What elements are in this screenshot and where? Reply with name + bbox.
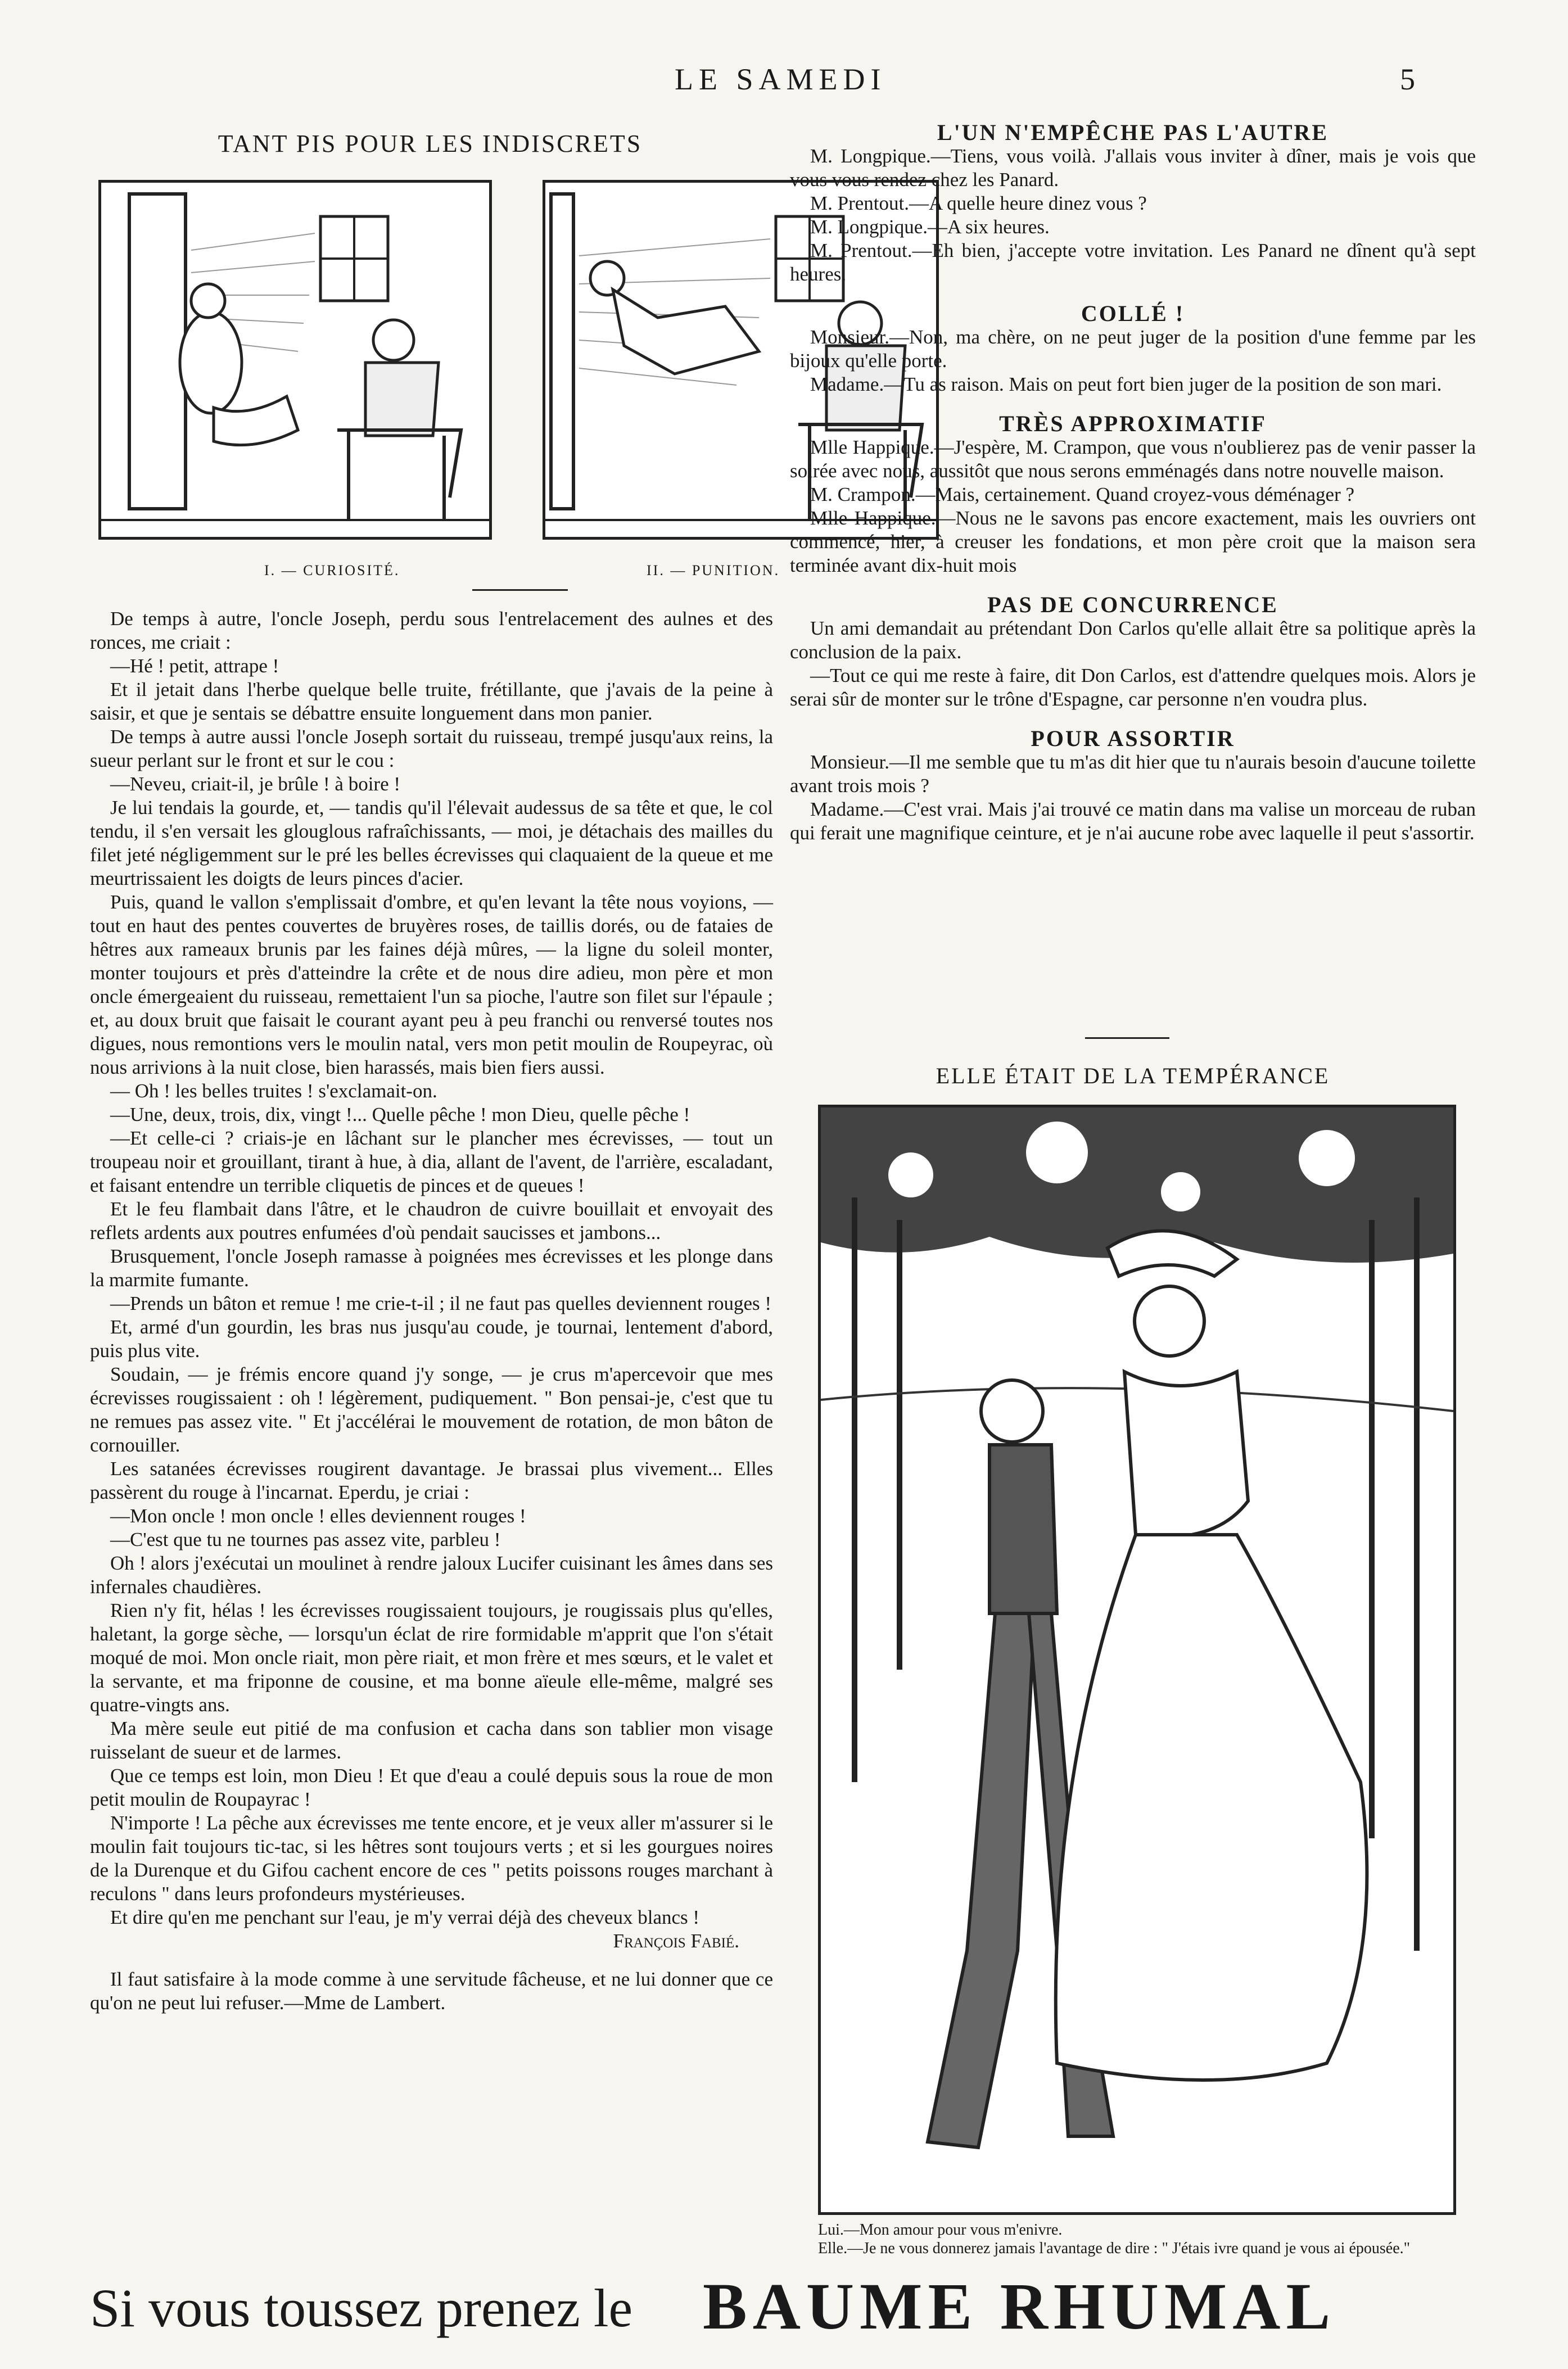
cartoon-title-indiscrets: TANT PIS POUR LES INDISCRETS — [218, 130, 643, 157]
panel2-caption: II. — PUNITION. — [647, 562, 780, 578]
dialogue-line: Monsieur.—Non, ma chère, on ne peut juger de la position d'une femme par les bijoux qu'elle porte. — [790, 326, 1476, 372]
dialogue-line: M. Prentout.—Eh bien, j'accepte votre invitation. Les Panard ne dînent qu'à sept heures. — [790, 239, 1476, 285]
story-paragraph: —Mon oncle ! mon oncle ! elles deviennent rouges ! — [110, 1505, 526, 1527]
dialogue-line: Monsieur.—Il me semble que tu m'as dit hier que tu n'aurais besoin d'aucune toilette avant trois mois ? — [790, 751, 1476, 797]
story-paragraph: —Hé ! petit, attrape ! — [110, 655, 279, 677]
story-paragraph: Puis, quand le vallon s'emplissait d'ombre, et qu'en levant la tête nous voyions, — tout en haut des pentes couvertes de bruyères roses, de taillis dorés, ou de fataies de hêtres aux rameaux brunis par les faines déjà mûres, — la ligne du soleil monter, monter toujours et près d'atteindre la crête et de nous dire adieu, mon père et mon oncle émergeaient du ruisseau, remettaient l'un sa pioche, l'autre son filet sur l'épaule ; et, au doux bruit que faisait le courant ayant peu à peu franchi ou renversé toutes nos digues, nous remontions vers le moulin natal, vers mon petit moulin de Roupeyrac, où nous arrivions à la nuit close, bien harassés, mais bien fiers aussi. — [90, 891, 773, 1078]
couple-illustration — [821, 1107, 1453, 2212]
story-paragraph: —Une, deux, trois, dix, vingt !... Quelle pêche ! mon Dieu, quelle pêche ! — [110, 1104, 690, 1125]
page-number: 5 — [1400, 62, 1415, 96]
dialogue-line: M. Longpique.—A six heures. — [810, 216, 1050, 238]
right-column-anecdotes — [790, 121, 1476, 845]
story-paragraph: — Oh ! les belles truites ! s'exclamait-on. — [110, 1080, 437, 1102]
dialogue-line: M. Longpique.—Tiens, vous voilà. J'allais vous inviter à dîner, mais je vois que vous vous rendez chez les Panard. — [790, 145, 1476, 191]
advert-product: BAUME RHUMAL — [703, 2269, 1336, 2343]
story-paragraph: De temps à autre, l'oncle Joseph, perdu sous l'entrelacement des aulnes et des ronces, me criait : — [90, 608, 773, 653]
section-title: POUR ASSORTIR — [1031, 726, 1235, 751]
panel1-caption: I. — CURIOSITÉ. — [264, 562, 400, 578]
cartoon-curiosity-illustration — [101, 183, 489, 537]
dialogue-line: Mlle Happique.—Nous ne le savons pas encore exactement, mais les ouvriers ont commencé, hier, à creuser les fondations, et mon père croit que la maison sera terminée avant dix-huit mois — [790, 507, 1476, 576]
story-paragraph: Que ce temps est loin, mon Dieu ! Et que d'eau a coulé depuis sous la roue de mon petit moulin de Roupayrac ! — [90, 1765, 773, 1810]
story-paragraph: Et dire qu'en me penchant sur l'eau, je m'y verrai déjà des cheveux blancs ! — [110, 1906, 700, 1928]
section-title: PAS DE CONCURRENCE — [987, 592, 1278, 617]
dialogue-line: Madame.—Tu as raison. Mais on peut fort bien juger de la position de son mari. — [810, 373, 1442, 395]
story-paragraph: Et il jetait dans l'herbe quelque belle truite, frétillante, que j'avais de la peine à saisir, et que je sentais se débattre ensuite longuement dans mon panier. — [90, 679, 773, 724]
temperance-caption — [818, 2221, 1465, 2258]
section-title: L'UN N'EMPÊCHE PAS L'AUTRE — [937, 120, 1329, 145]
story-paragraph: De temps à autre aussi l'oncle Joseph sortait du ruisseau, trempé jusqu'aux reins, la sueur perlant sur le front et sur le cou : — [90, 726, 773, 771]
story-paragraph: —Et celle-ci ? criais-je en lâchant sur le plancher mes écrevisses, — tout un troupeau noir et grouillant, tirant à hue, à dia, allant de l'avent, de l'arrière, escaladant, et faisant entendre un terrible cliquetis de pinces et de queues ! — [90, 1127, 773, 1196]
cartoon-panel-temperance — [818, 1105, 1456, 2215]
dialogue-line: M. Prentout.—A quelle heure dinez vous ? — [810, 192, 1147, 214]
dialogue-line: —Tout ce qui me reste à faire, dit Don Carlos, est d'attendre quelques mois. Alors je serai sûr de monter sur le trône d'Espagne, car personne n'en voudra plus. — [790, 664, 1476, 710]
cartoon-panel-curiosity — [98, 180, 492, 540]
story-paragraph: Et, armé d'un gourdin, les bras nus jusqu'au coude, je tournai, lentement d'abord, puis plus vite. — [90, 1316, 773, 1362]
story-paragraph: —Prends un bâton et remue ! me crie-t-il ; il ne faut pas quelles deviennent rouges ! — [110, 1292, 772, 1314]
story-paragraph: Je lui tendais la gourde, et, — tandis qu'il l'élevait audessus de sa tête et que, le col tendu, il s'en versait les glouglous rafraîchissants, — moi, je détachais des mailles du filet jeté négligemment sur le pré les belles écrevisses qui claquaient de la queue et me meurtrissaient les doigts de leurs pinces d'acier. — [90, 797, 773, 889]
story-text — [90, 607, 773, 2015]
maxim-quote: Il faut satisfaire à la mode comme à une servitude fâcheuse, et ne lui donner que ce qu'on ne peut lui refuser.—Mme de Lambert. — [90, 1968, 773, 2014]
dialogue-line: Un ami demandait au prétendant Don Carlos qu'elle allait être sa politique après la conclusion de la paix. — [790, 617, 1476, 663]
story-paragraph: N'importe ! La pêche aux écrevisses me tente encore, et je veux aller m'assurer si le moulin fait toujours tic-tac, si les hêtres sont toujours verts ; et si les gourgues noires de la Durenque et du Gifou cachent encore de ces " petits poissons rouges marchant à reculons " dans leurs profondeurs mystérieuses. — [90, 1812, 773, 1905]
section-title: TRÈS APPROXIMATIF — [999, 411, 1267, 436]
dialogue-line: Madame.—C'est vrai. Mais j'ai trouvé ce matin dans ma valise un morceau de ruban qui ferait une magnifique ceinture, et je n'ai aucune robe avec laquelle il peut s'assortir. — [790, 798, 1476, 844]
caption-lui: Lui.—Mon amour pour vous m'enivre. — [818, 2221, 1063, 2239]
story-signature: François Fabié. — [613, 1930, 739, 1952]
story-paragraph: Soudain, — je frémis encore quand j'y songe, — je crus m'apercevoir que mes écrevisses rougissaient : oh ! légèrement, pudiquement. " Bon pensai-je, c'est que tu ne remues pas assez vite. " Et j'accélérai le mouvement de rotation, de mon bâton de cornouiller. — [90, 1363, 773, 1456]
advert-lead: Si vous toussez prenez le — [90, 2278, 633, 2338]
story-paragraph: Rien n'y fit, hélas ! les écrevisses rougissaient toujours, je rougissais plus qu'elles, haletant, la gorge sèche, — lorsqu'un éclat de rire formidable m'apprit que l'on s'était moqué de moi. Mon oncle riait, mon père riait, et mon frère et mes sœurs, et le valet et la servante, et ma friponne de cousine, et ma bonne aïeule elle-même, malgré ses quatre-vingts ans. — [90, 1599, 773, 1716]
dialogue-line: M. Crampon.—Mais, certainement. Quand croyez-vous déménager ? — [810, 483, 1355, 505]
caption-elle: Elle.—Je ne vous donnerez jamais l'avantage de dire : " J'étais ivre quand je vous ai épousée." — [818, 2240, 1411, 2257]
dialogue-line: Mlle Happique.—J'espère, M. Crampon, que vous n'oublierez pas de venir passer la soirée avec nous, aussitôt que nous serons emménagés dans notre nouvelle maison. — [790, 436, 1476, 482]
cartoon-title-temperance: ELLE ÉTAIT DE LA TEMPÉRANCE — [936, 1063, 1330, 1088]
divider-rule — [1085, 1037, 1169, 1039]
story-paragraph: Oh ! alors j'exécutai un moulinet à rendre jaloux Lucifer cuisinant les âmes dans ses infernales chaudières. — [90, 1552, 773, 1598]
story-paragraph: —Neveu, criait-il, je brûle ! à boire ! — [110, 773, 401, 795]
story-paragraph: Et le feu flambait dans l'âtre, et le chaudron de cuivre bouillait et envoyait des reflets ardents aux poutres enfumées d'où pendait saucisses et jambons... — [90, 1198, 773, 1244]
divider-rule — [472, 589, 568, 591]
story-paragraph: —C'est que tu ne tournes pas assez vite, parbleu ! — [110, 1529, 501, 1550]
section-title: COLLÉ ! — [1081, 301, 1185, 326]
story-paragraph: Les satanées écrevisses rougirent davantage. Je brassai plus vivement... Elles passèrent du rouge à l'incarnat. Eperdu, je criai : — [90, 1458, 773, 1503]
page-header-title: LE SAMEDI — [675, 62, 887, 96]
story-paragraph: Ma mère seule eut pitié de ma confusion et cacha dans son tablier mon visage ruisselant de sueur et de larmes. — [90, 1717, 773, 1763]
story-paragraph: Brusquement, l'oncle Joseph ramasse à poignées mes écrevisses et les plonge dans la marmite fumante. — [90, 1245, 773, 1291]
